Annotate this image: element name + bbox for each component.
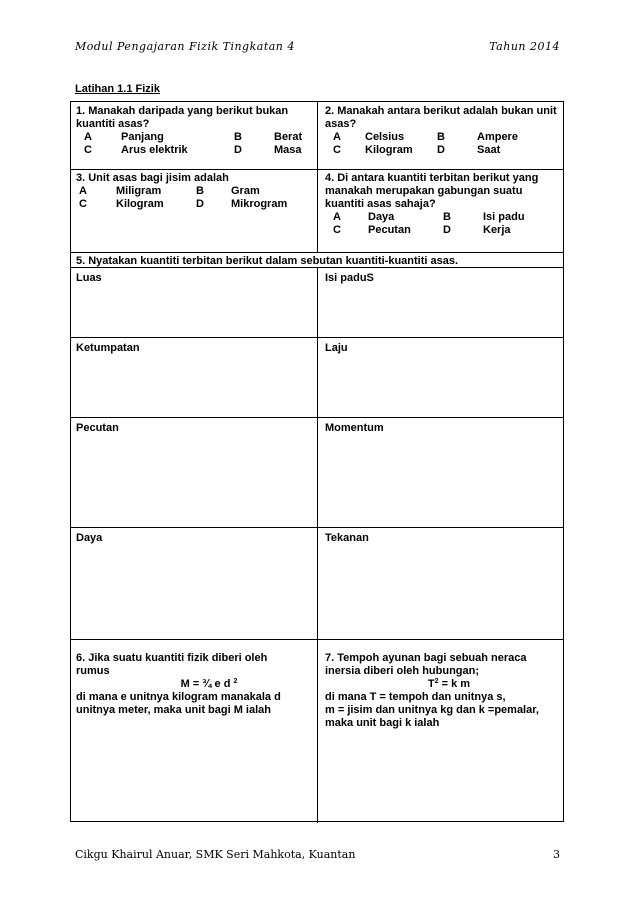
question-6-line: unitnya meter, maka unit bagi M ialah xyxy=(76,704,271,716)
question-6-line: 6. Jika suatu kuantiti fizik diberi oleh xyxy=(76,652,268,664)
question-7 xyxy=(325,652,563,730)
option-letter: C xyxy=(79,198,87,210)
question-7-line: 7. Tempoh ayunan bagi sebuah neraca xyxy=(325,652,527,664)
question-4-text: 4. Di antara kuantiti terbitan berikut yang manakah merupakan gabungan suatu kuantiti asas sahaja? xyxy=(325,172,539,210)
option-text: Kilogram xyxy=(365,144,413,156)
option-letter: B xyxy=(437,131,445,143)
option-text: Panjang xyxy=(121,131,164,143)
page-number: 3 xyxy=(553,848,560,861)
question-3 xyxy=(76,172,312,211)
option-text: Mikrogram xyxy=(231,198,288,210)
question-7-line: maka unit bagi k ialah xyxy=(325,717,440,729)
column-divider xyxy=(317,102,318,253)
option-text: Pecutan xyxy=(368,224,411,236)
option-text: Gram xyxy=(231,185,260,197)
question-1-options-row xyxy=(76,131,312,144)
option-letter: A xyxy=(333,211,341,223)
label-momentum: Momentum xyxy=(325,422,384,434)
question-6-formula xyxy=(76,678,312,691)
option-letter: D xyxy=(437,144,445,156)
option-text: Miligram xyxy=(116,185,162,197)
option-letter: C xyxy=(333,224,341,236)
option-text: Saat xyxy=(477,144,501,156)
question-1-options-row xyxy=(76,144,312,157)
option-text: Ampere xyxy=(477,131,518,143)
label-ketumpatan: Ketumpatan xyxy=(76,342,140,354)
option-text: Masa xyxy=(274,144,302,156)
formula-text: = k m xyxy=(438,678,471,690)
option-text: Isi padu xyxy=(483,211,525,223)
label-laju: Laju xyxy=(325,342,348,354)
exercise-table xyxy=(70,101,564,822)
option-letter: A xyxy=(84,131,92,143)
formula-text: M = ¾ e d xyxy=(180,678,231,690)
footer-author: Cikgu Khairul Anuar, SMK Seri Mahkota, Kuantan xyxy=(75,848,356,861)
option-letter: A xyxy=(333,131,341,143)
question-1 xyxy=(76,105,312,157)
question-6 xyxy=(76,652,312,717)
header-year: Tahun 2014 xyxy=(489,40,560,53)
question-5-text: 5. Nyatakan kuantiti terbitan berikut dalam sebutan kuantiti-kuantiti asas. xyxy=(76,255,459,267)
option-letter: D xyxy=(443,224,451,236)
option-letter: D xyxy=(196,198,204,210)
question-4-options-row xyxy=(325,211,561,224)
label-tekanan: Tekanan xyxy=(325,532,369,544)
question-3-text: 3. Unit asas bagi jisim adalah xyxy=(76,172,229,184)
option-text: Berat xyxy=(274,131,303,143)
question-7-line: m = jisim dan unitnya kg dan k =pemalar, xyxy=(325,704,539,716)
formula-text: T xyxy=(427,678,435,690)
option-letter: B xyxy=(443,211,451,223)
option-text: Daya xyxy=(368,211,395,223)
option-text: Kerja xyxy=(483,224,511,236)
question-1-text: 1. Manakah daripada yang berikut bukan kuantiti asas? xyxy=(76,105,289,130)
option-text: Arus elektrik xyxy=(121,144,188,156)
label-daya: Daya xyxy=(76,532,103,544)
question-7-line: inersia diberi oleh hubungan; xyxy=(325,665,480,677)
question-7-formula xyxy=(325,678,563,691)
option-text: Kilogram xyxy=(116,198,164,210)
option-letter: D xyxy=(234,144,242,156)
column-divider xyxy=(317,267,318,823)
label-isi-padu: Isi paduS xyxy=(325,272,374,284)
option-letter: C xyxy=(84,144,92,156)
option-letter: B xyxy=(196,185,204,197)
question-2-options-row xyxy=(325,131,561,144)
question-3-options-row xyxy=(76,198,312,211)
question-6-line: di mana e unitnya kilogram manakala d xyxy=(76,691,281,703)
question-6-line: rumus xyxy=(76,665,110,677)
label-luas: Luas xyxy=(76,272,102,284)
question-2 xyxy=(325,105,561,157)
option-letter: A xyxy=(79,185,87,197)
question-2-text: 2. Manakah antara berikut adalah bukan unit asas? xyxy=(325,105,557,130)
page-title: Latihan 1.1 Fizik xyxy=(75,83,160,95)
question-7-line: di mana T = tempoh dan unitnya s, xyxy=(325,691,506,703)
question-4-options-row xyxy=(325,224,561,237)
option-text: Celsius xyxy=(365,131,405,143)
option-letter: B xyxy=(234,131,242,143)
formula-exponent: 2 xyxy=(233,678,238,685)
option-letter: C xyxy=(333,144,341,156)
question-3-options-row xyxy=(76,185,312,198)
question-2-options-row xyxy=(325,144,561,157)
header-module-title: Modul Pengajaran Fizik Tingkatan 4 xyxy=(75,40,295,53)
question-4 xyxy=(325,172,561,237)
formula-exponent: 2 xyxy=(434,678,439,685)
label-pecutan: Pecutan xyxy=(76,422,119,434)
